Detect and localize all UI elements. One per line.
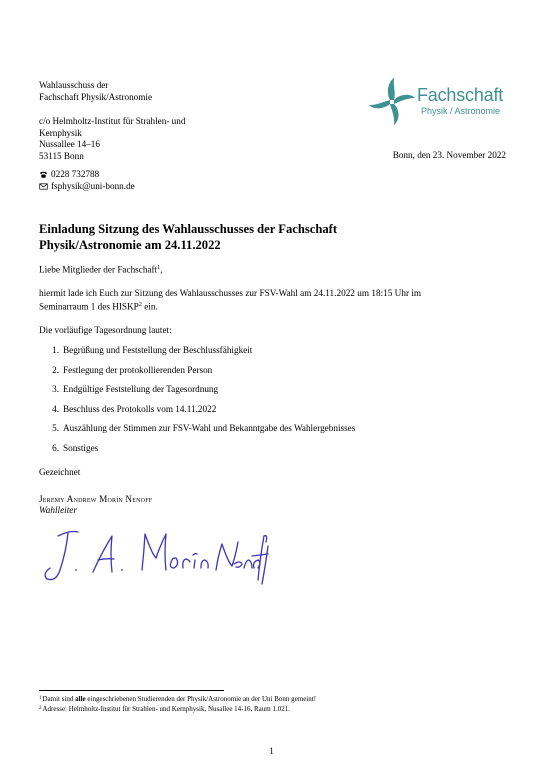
- sender-line-2: Fachschaft Physik/Astronomie: [39, 91, 153, 102]
- letter-title: [39, 222, 509, 253]
- email-row: [39, 181, 239, 193]
- telephone-icon: [39, 170, 48, 179]
- footnote-1: [39, 694, 509, 704]
- footnotes: [39, 694, 509, 715]
- envelope-icon: [39, 182, 48, 191]
- phone-row: [39, 169, 239, 181]
- address-line: Kernphysik: [39, 127, 82, 138]
- title-line: Physik/Astronomie am 24.11.2022: [39, 237, 221, 252]
- phone-number: 0228 732788: [51, 169, 100, 179]
- address-line: 53115 Bonn: [39, 150, 84, 161]
- agenda-item: [39, 442, 509, 462]
- agenda-number: 6.: [52, 442, 59, 453]
- contact-info: [39, 169, 239, 192]
- signer-role: Wahlleiter: [39, 505, 77, 515]
- footnote-text: Adresse: Helmholtz-Institut für Strahlen- und Kernphysik, Nusallee 14-16, Raum 1.021.: [42, 705, 290, 714]
- footnote-ref-2[interactable]: 2: [138, 301, 142, 309]
- agenda-item: [39, 422, 509, 442]
- paragraph-line-2b: ein.: [141, 301, 158, 312]
- address-line: Nussallee 14–16: [39, 139, 100, 149]
- footnote-text: Damit sind: [42, 695, 76, 703]
- agenda-list: [39, 344, 509, 462]
- handwritten-signature: [38, 522, 270, 592]
- agenda-number: 3.: [52, 384, 59, 395]
- agenda-item: [39, 383, 509, 403]
- footnote-mark: 2: [39, 706, 42, 712]
- agenda-number: 2.: [52, 364, 59, 375]
- agenda-text: Beschluss des Protokolls vom 14.11.2022: [63, 403, 217, 414]
- greeting-text: Liebe Mitglieder der Fachschaft: [39, 264, 158, 275]
- sender-block: [39, 80, 239, 103]
- email-address[interactable]: fsphysik@uni-bonn.de: [51, 180, 135, 191]
- footnote-rule: [39, 690, 224, 691]
- pinwheel-icon: [368, 72, 416, 140]
- greeting: [39, 262, 509, 276]
- agenda-text: Sonstiges: [63, 442, 99, 453]
- invitation-paragraph: [39, 287, 505, 313]
- agenda-text: Festlegung der protokollierenden Person: [63, 364, 213, 375]
- address-line: c/o Helmholtz-Institut für Strahlen- und: [39, 116, 186, 126]
- footnote-2: [39, 704, 509, 714]
- letter-date: Bonn, den 23. November 2022: [392, 150, 506, 160]
- agenda-number: 5.: [52, 423, 59, 434]
- agenda-intro: Die vorläufige Tagesordnung lautet:: [39, 325, 172, 335]
- logo-subtitle: Physik / Astronomie: [421, 106, 501, 116]
- paragraph-line-1: hiermit lade ich Euch zur Sitzung des Wahlausschusses zur FSV-Wahl am 24.11.2022 um 18:15 Uhr im: [39, 288, 422, 298]
- agenda-number: 1.: [52, 345, 59, 355]
- agenda-text: Begrüßung und Feststellung der Beschlussfähigkeit: [63, 345, 253, 355]
- footnote-mark: 1: [39, 696, 42, 701]
- footnote-emphasis: alle: [75, 695, 86, 703]
- footnote-text: eingeschriebenen Studierenden der Physik/Astronomie an der Uni Bonn gemeint!: [85, 695, 317, 703]
- fachschaft-logo: [368, 72, 508, 140]
- greeting-punct: ,: [160, 264, 163, 275]
- sender-line-1: Wahlausschuss der: [39, 80, 109, 90]
- logo-title: Fachschaft: [417, 85, 504, 105]
- signed-label: Gezeichnet: [39, 467, 81, 477]
- agenda-item: [39, 403, 509, 423]
- agenda-item: [39, 364, 509, 384]
- agenda-text: Endgültige Feststellung der Tagesordnung: [63, 384, 219, 395]
- agenda-number: 4.: [52, 403, 59, 414]
- paragraph-line-2a: Seminarraum 1 des HISKP: [39, 301, 139, 312]
- page-number: 1: [269, 746, 274, 756]
- sender-address: [39, 116, 239, 162]
- paragraph-line-2: [39, 299, 505, 313]
- footnote-ref-1[interactable]: 1: [157, 264, 161, 271]
- agenda-text: Auszählung der Stimmen zur FSV-Wahl und Bekanntgabe des Wahlergebnisses: [63, 423, 356, 434]
- signer-name: Jeremy Andrew Morín Nenoff: [39, 494, 153, 504]
- title-line: Einladung Sitzung des Wahlausschusses der Fachschaft: [39, 222, 338, 236]
- agenda-item: [39, 344, 509, 364]
